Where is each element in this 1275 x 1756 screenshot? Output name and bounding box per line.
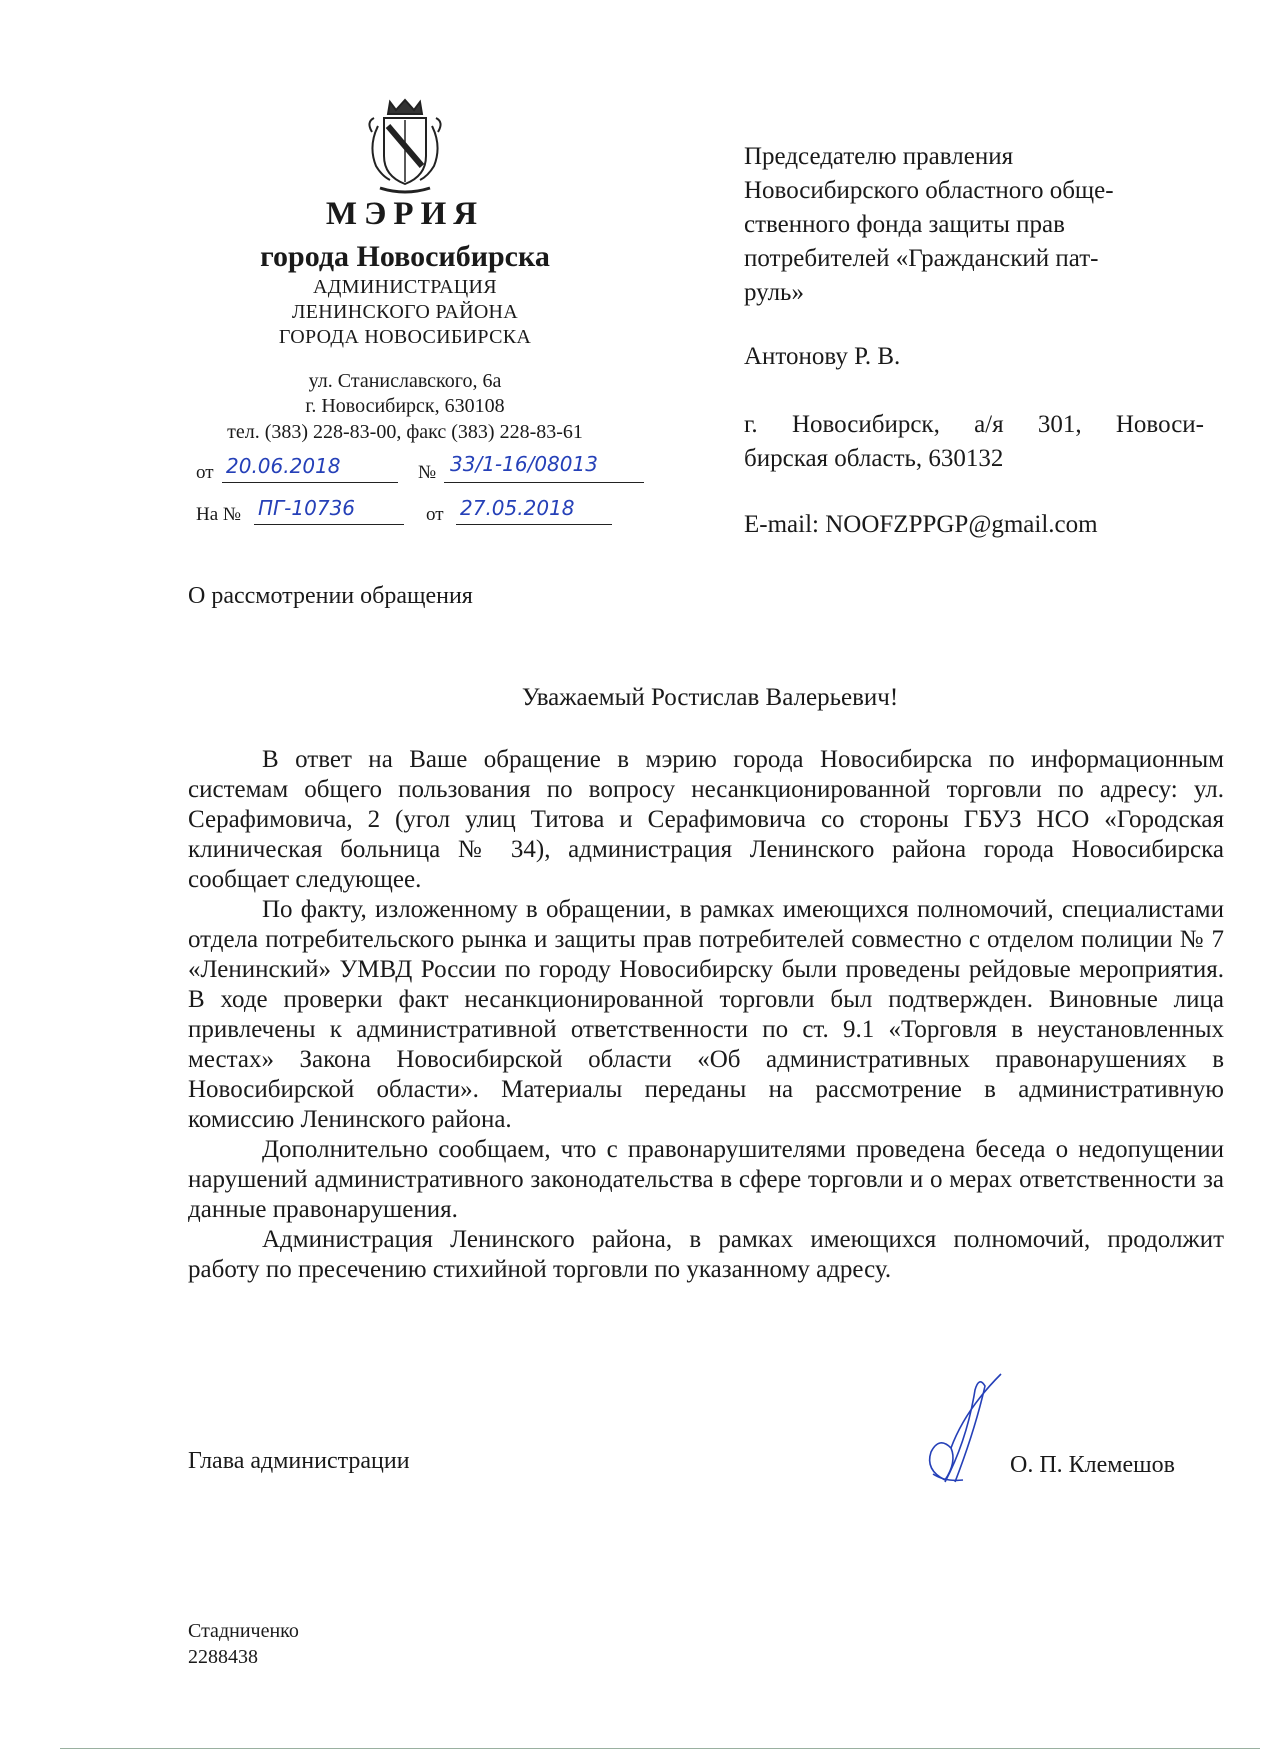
admin-line-2: ЛЕНИНСКОГО РАЙОНА [291, 301, 519, 323]
executor-name: Стадниченко [188, 1620, 299, 1642]
recipient-email: E-mail: NOOFZPPGP@gmail.com [744, 511, 1098, 538]
mayor-office-title: МЭРИЯ [325, 196, 485, 232]
recipient-position-line: Председателю правления [744, 143, 1014, 170]
page-divider [60, 1748, 1260, 1749]
body-paragraph: Администрация Ленинского района, в рамках имеющихся полномочий, продолжит работу по пресечению стихийной торговли по указанному адресу. [188, 1226, 1224, 1283]
recipient-position-line: потребителей «Гражданский пат- [744, 245, 1099, 272]
incoming-number: ПГ-10736 [258, 496, 356, 520]
coat-of-arms-emblem [360, 96, 450, 196]
sender-phone: тел. (383) 228-83-00, факс (383) 228-83-61 [227, 421, 583, 443]
body-paragraph: В ответ на Ваше обращение в мэрию города Новосибирска по информационным системам общего пользования по вопросу несанкционированной торговли по адресу: ул. Серафимовича, 2 (угол улиц Титова и Серафимовича со стороны ГБУЗ НСО «Городская клиническая больница № 34), администрация Ленинского района города Новосибирска сообщает следующее. [188, 746, 1224, 893]
body-paragraph: По факту, изложенному в обращении, в рамках имеющихся полномочий, специалистами отдела потребительского рынка и защиты прав потребителей совместно с отделом полиции № 7 «Ленинский» УМВД России по городу Новосибирску были проведены рейдовые мероприятия. В ходе проверки факт несанкционированной торговли был подтвержден. Виновные лица привлечены к административной ответственности по ст. 9.1 «Торговля в неустановленных местах» Закона Новосибирской области «Об административных правонарушениях в Новосибирской области». Материалы переданы на рассмотрение в административную комиссию Ленинского района. [188, 896, 1224, 1133]
in-reply-label: На № [196, 504, 242, 525]
in-reply-date-label: от [426, 504, 444, 525]
recipient-name: Антонову Р. В. [744, 343, 901, 370]
recipient-address [744, 408, 1204, 476]
sender-city: г. Новосибирск, 630108 [305, 395, 505, 417]
recipient-position-line: руль» [744, 279, 804, 306]
recipient-position [744, 140, 1204, 310]
admin-line-3: ГОРОДА НОВОСИБИРСКА [278, 326, 532, 348]
letter-greeting: Уважаемый Ростислав Валерьевич! [521, 684, 899, 711]
body-paragraph: Дополнительно сообщаем, что с правонарушителями проведена беседа о недопущении нарушений административного законодательства в сфере торговли и о мерах ответственности за данные правонарушения. [188, 1136, 1224, 1223]
from-label: от [196, 462, 214, 483]
outgoing-reference [196, 452, 656, 486]
admin-line-1: АДМИНИСТРАЦИЯ [313, 276, 497, 298]
recipient-position-line: ственного фонда защиты прав [744, 211, 1065, 238]
recipient-address-line: г. Новосибирск, а/я 301, Новоси- [744, 411, 1204, 438]
number-label: № [418, 462, 437, 483]
executor-phone: 2288438 [188, 1646, 258, 1668]
letter-body [188, 745, 1224, 1285]
incoming-reference [196, 496, 656, 528]
handwritten-signature [905, 1370, 1045, 1500]
outgoing-number: 33/1-16/08013 [450, 452, 598, 476]
city-title: города Новосибирска [260, 240, 550, 273]
recipient-position-line: Новосибирского областного обще- [744, 177, 1114, 204]
incoming-date: 27.05.2018 [460, 496, 575, 520]
sender-street: ул. Станиславского, 6а [308, 370, 502, 392]
outgoing-date: 20.06.2018 [226, 454, 341, 478]
signatory-position: Глава администрации [188, 1448, 410, 1474]
letter-subject: О рассмотрении обращения [188, 583, 473, 609]
signatory-name: О. П. Клемешов [1010, 1452, 1175, 1478]
recipient-address-line: бирская область, 630132 [744, 445, 1004, 472]
